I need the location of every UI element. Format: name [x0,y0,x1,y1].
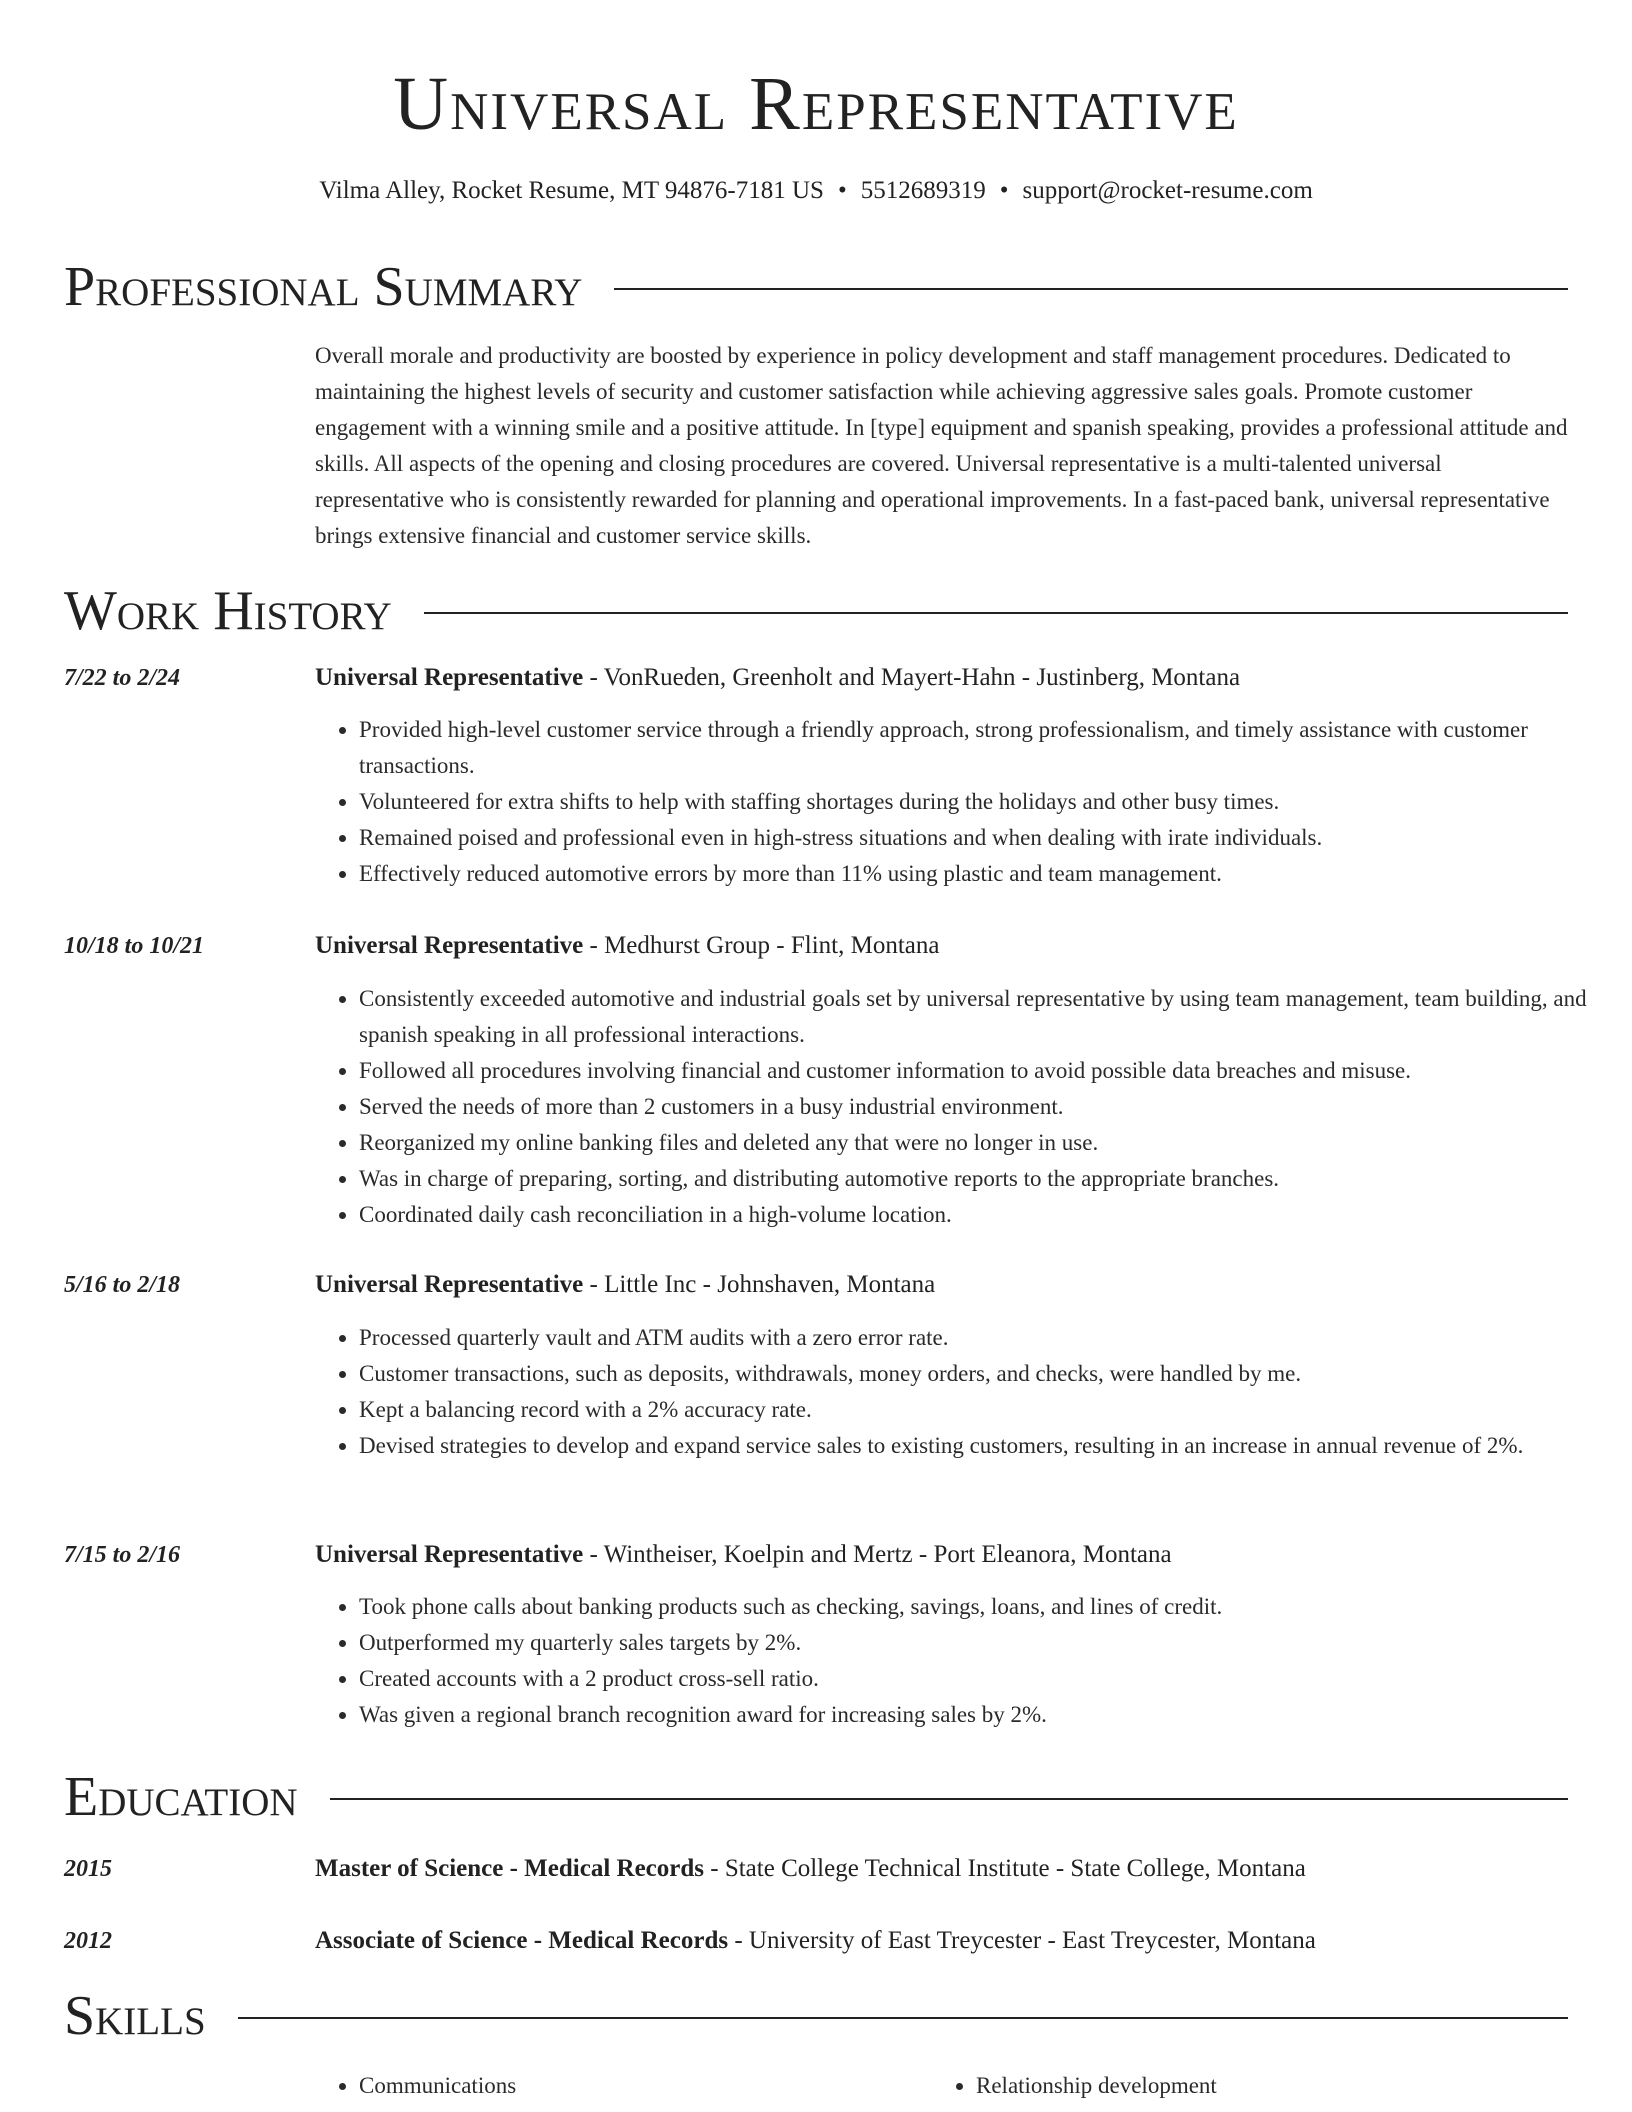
job-employer: - Medhurst Group - Flint, Montana [583,932,940,959]
skill-item: • Communications [359,2068,919,2104]
separator: • [999,177,1009,204]
education-year: 2012 [64,1928,112,1954]
list-item: • Devised strategies to develop and expand service sales to existing customers, resulting in an increase in annual revenue of 2%. [359,1428,1619,1464]
address-text: Vilma Alley, Rocket Resume, MT 94876-7181 US [319,177,824,204]
job-title [315,661,1575,695]
section-divider [424,612,1568,614]
school-details: - University of East Treycester - East Treycester, Montana [728,1927,1316,1954]
section-divider [614,288,1568,290]
job-title [315,929,1575,963]
job-employer: - Wintheiser, Koelpin and Mertz - Port Eleanora, Montana [583,1541,1172,1568]
list-item: • Reorganized my online banking files and deleted any that were no longer in use. [359,1125,1619,1161]
list-item: • Took phone calls about banking products such as checking, savings, loans, and lines of credit. [359,1589,1619,1625]
list-item: • Followed all procedures involving financial and customer information to avoid possible data breaches and misuse. [359,1053,1619,1089]
summary-heading: Professional Summary [64,256,583,318]
list-item: • Outperformed my quarterly sales targets by 2%. [359,1625,1619,1661]
list-item: • Served the needs of more than 2 customers in a busy industrial environment. [359,1089,1619,1125]
list-item: • Created accounts with a 2 product cross-sell ratio. [359,1661,1619,1697]
education-entry [315,1852,1575,1886]
section-divider [330,1798,1568,1800]
list-item: • Was given a regional branch recognition award for increasing sales by 2%. [359,1697,1619,1733]
list-item: • Customer transactions, such as deposits, withdrawals, money orders, and checks, were handled by me. [359,1356,1619,1392]
phone-text: 5512689319 [860,177,986,204]
job-bullets [315,1320,1619,1464]
skills-list-right [932,2068,1576,2104]
email-text: support@rocket-resume.com [1022,177,1313,204]
job-bullets [315,712,1619,892]
list-item: • Processed quarterly vault and ATM audits with a zero error rate. [359,1320,1619,1356]
skills-section-header [64,1985,1568,2047]
education-entry [315,1924,1575,1958]
education-section-header [64,1766,1568,1828]
skills-list-left [315,2068,919,2104]
degree-name: Associate of Science - Medical Records [315,1927,729,1954]
job-role: Universal Representative [315,1541,584,1568]
section-divider [238,2017,1568,2019]
job-dates: 7/22 to 2/24 [64,665,181,691]
job-role: Universal Representative [315,1271,584,1298]
job-dates: 10/18 to 10/21 [64,933,205,959]
job-bullets [315,981,1619,1233]
work-history-heading: Work History [64,580,392,642]
education-year: 2015 [64,1856,112,1882]
education-heading: Education [64,1766,298,1828]
skills-heading: Skills [64,1985,206,2047]
skill-item: • Relationship development [976,2068,1576,2104]
job-dates: 5/16 to 2/18 [64,1272,181,1298]
contact-line [0,174,1632,208]
summary-text: Overall morale and productivity are boosted by experience in policy development and staff management procedures. Dedicated to maintaining the highest levels of security and customer satisfaction while achieving aggressive sales goals. Promote customer engagement with a winning smile and a positive attitude. In [type] equipment and spanish speaking, provides a professional attitude and skills. All aspects of the opening and closing procedures are covered. Universal representative is a multi-talented universal representative who is consistently rewarded for planning and operational improvements. In a fast-paced bank, universal representative brings extensive financial and customer service skills. [315,343,1568,548]
job-bullets [315,1589,1619,1733]
work-history-section-header [64,580,1568,642]
list-item: • Kept a balancing record with a 2% accuracy rate. [359,1392,1619,1428]
candidate-name: Universal Representative [393,62,1239,146]
job-role: Universal Representative [315,932,584,959]
school-details: - State College Technical Institute - State College, Montana [704,1855,1306,1882]
separator: • [837,177,847,204]
job-role: Universal Representative [315,664,584,691]
job-title [315,1268,1575,1302]
job-employer: - Little Inc - Johnshaven, Montana [583,1271,936,1298]
list-item: • Remained poised and professional even in high-stress situations and when dealing with irate individuals. [359,820,1619,856]
list-item: • Provided high-level customer service through a friendly approach, strong professionalism, and timely assistance with customer transactions. [359,712,1619,784]
list-item: • Was in charge of preparing, sorting, and distributing automotive reports to the appropriate branches. [359,1161,1619,1197]
job-employer: - VonRueden, Greenholt and Mayert-Hahn - Justinberg, Montana [583,664,1241,691]
list-item: • Consistently exceeded automotive and industrial goals set by universal representative by using team management, team building, and spanish speaking in all professional interactions. [359,981,1619,1053]
list-item: • Effectively reduced automotive errors by more than 11% using plastic and team management. [359,856,1619,892]
degree-name: Master of Science - Medical Records [315,1855,704,1882]
job-title [315,1538,1575,1572]
job-dates: 7/15 to 2/16 [64,1542,181,1568]
summary-section-header [64,256,1568,318]
list-item: • Coordinated daily cash reconciliation in a high-volume location. [359,1197,1619,1233]
list-item: • Volunteered for extra shifts to help with staffing shortages during the holidays and other busy times. [359,784,1619,820]
